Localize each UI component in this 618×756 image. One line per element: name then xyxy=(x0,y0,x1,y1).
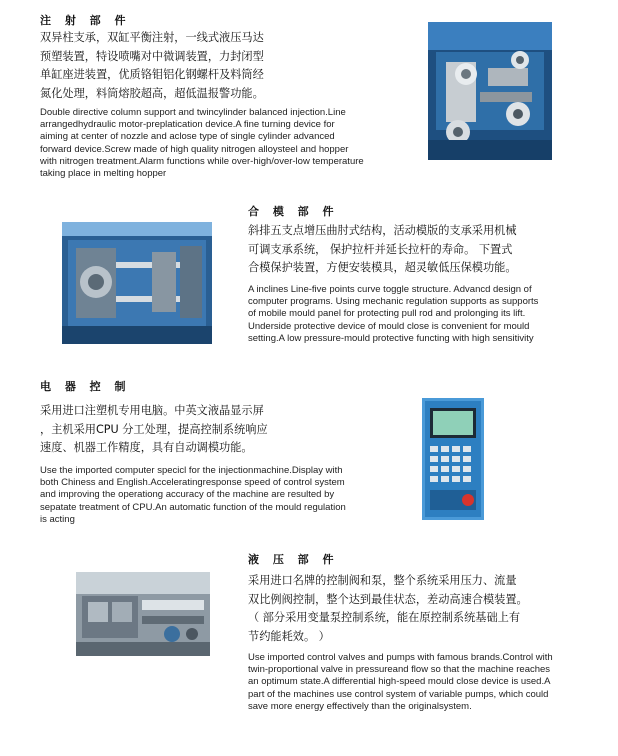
injection-zh-line: 双异柱支承，双缸平衡注射，一线式液压马达 xyxy=(40,31,264,44)
hydraulic-zh-line: 节约能耗效。 ） xyxy=(248,629,330,643)
injection-zh-line: 预塑装置，特设喷嘴对中微调装置，力封闭型 xyxy=(40,49,264,63)
hydraulic-zh-text xyxy=(248,572,528,646)
clamping-en-line: A inclines Line-five points curve toggle structure. Advancd design of xyxy=(248,284,532,295)
injection-zh-line: 单缸座进装置，优质铬钼铝化钢螺杆及料筒经 xyxy=(40,68,264,81)
hydraulic-zh-line: （ 部分采用变量泵控制系统，能在原控制系统基础上有 xyxy=(248,611,521,624)
injection-en-line: Double directive column support and twincylinder balanced injection.Line xyxy=(40,107,346,118)
injection-title: 注 射 部 件 xyxy=(40,14,131,27)
hydraulic-en-text xyxy=(248,652,553,713)
hydraulic-en-line: an optimum state.A differential high-speed mould close device is used.A xyxy=(248,676,551,688)
hydraulic-en-line: twin-proportional valve in pressureand flow so that the machine reaches xyxy=(248,664,551,676)
clamping-en-line: of mobile mould panel for protecting pull rod and prolonging its lift. xyxy=(248,308,526,320)
electric-zh-text xyxy=(40,402,268,458)
clamping-unit-photo xyxy=(62,222,212,344)
electric-zh-line: 采用进口注塑机专用电脑。中英文液晶显示屏 xyxy=(40,404,264,417)
clamping-title: 合 模 部 件 xyxy=(248,205,339,218)
clamping-en-line: Underside protective device of mould close is convenient for mould xyxy=(248,320,530,332)
clamping-zh-text xyxy=(248,222,517,278)
injection-en-line: forward device.Screw made of high quality nitrogen alloysteel and hopper xyxy=(40,143,349,155)
hydraulic-title: 液 压 部 件 xyxy=(248,553,339,566)
electric-en-line: is acting xyxy=(40,513,75,525)
hydraulic-zh-line: 采用进口名牌的控制阀和泵，整个系统采用压力、流量 xyxy=(248,574,517,587)
control-panel-photo xyxy=(422,398,484,520)
injection-zh-line: 氮化处理，料筒熔胶超高，超低温报警功能。 xyxy=(40,86,264,100)
hydraulic-en-line: save more energy effectively than the originalsystem. xyxy=(248,700,472,712)
injection-en-line: arrangedhydraulic motor-preplatication device.A fine turning device for xyxy=(40,119,335,131)
electric-title: 电 器 控 制 xyxy=(40,380,131,393)
injection-en-line: taking place in melting hopper xyxy=(40,168,167,180)
electric-en-line: and improving the operationg accuracy of the machine are resulted by xyxy=(40,489,335,501)
electric-zh-line: ，主机采用CPU 分工处理，提高控制系统响应 xyxy=(40,422,268,436)
electric-en-line: sepatate treatment of CPU.An automatic function of the mould regulation xyxy=(40,501,346,513)
clamping-en-text xyxy=(248,284,538,345)
injection-en-line: with nitrogen treatment.Alarm functions while over-high/over-low temperature xyxy=(40,155,364,167)
hydraulic-zh-line: 双比例阀控制，整个达到最佳状态，差动高速合模装置。 xyxy=(248,592,528,606)
clamping-zh-line: 合模保护装置，方便安装模具，超灵敏低压保模功能。 xyxy=(248,261,517,274)
injection-en-line: aiming at center of nozzle and aclose type of single cylinder advanced xyxy=(40,131,335,143)
electric-en-line: Use the imported computer specicl for the injectionmachine.Display with xyxy=(40,465,343,476)
electric-en-text xyxy=(40,465,346,526)
injection-unit-photo xyxy=(428,22,552,160)
clamping-en-line: setting.A low pressure-mould protective functing with high sensitivity xyxy=(248,332,534,344)
hydraulic-en-line: part of the machines use control system of variable pumps, which could xyxy=(248,688,549,700)
injection-en-text xyxy=(40,107,364,180)
clamping-zh-line: 斜排五支点增压曲肘式结构，活动模版的支承采用机械 xyxy=(248,224,517,237)
hydraulic-en-line: Use imported control valves and pumps with famous brands.Control with xyxy=(248,652,553,663)
clamping-en-line: computer programs. Using mechanic regulation supports as supports xyxy=(248,296,539,308)
electric-zh-line: 速度、机器工作精度，具有自动调模功能。 xyxy=(40,441,253,454)
injection-zh-text xyxy=(40,29,264,103)
electric-en-line: both Chiness and English.Acceleratingresponse speed of control system xyxy=(40,477,345,489)
clamping-zh-line: 可调支承系统， 保护拉杆并延长拉杆的寿命。 下置式 xyxy=(248,242,513,256)
hydraulic-unit-photo xyxy=(76,572,210,656)
